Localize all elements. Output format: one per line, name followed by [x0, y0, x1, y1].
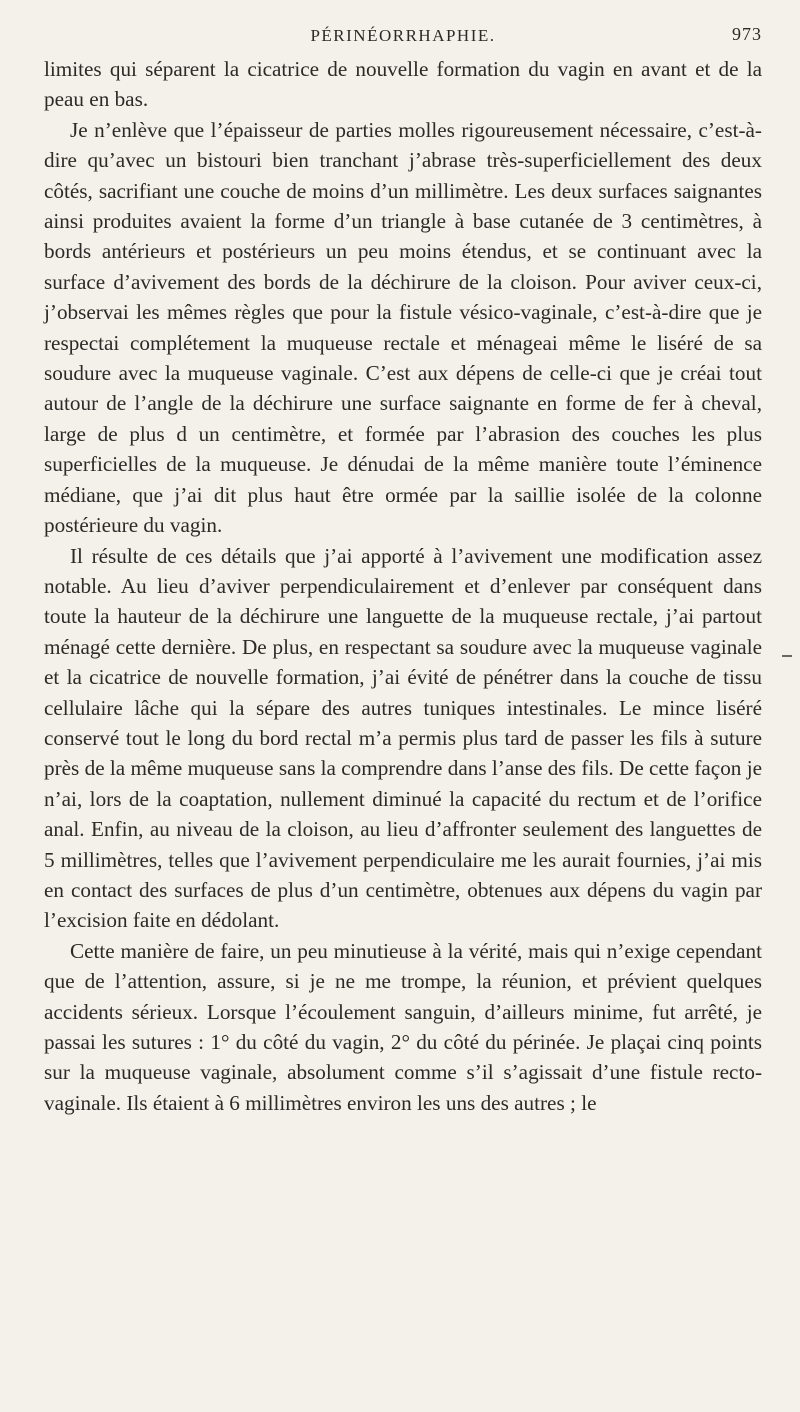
running-title: PÉRINÉORRHAPHIE. [310, 26, 496, 45]
paragraph-avivement: Je n’enlève que l’épaisseur de parties molles rigoureusement nécessaire, c’est-à-dire qu’avec un bistouri bien tranchant j’abrase très-superficiellement des deux côtés, sacrifiant une couche de moins d’un millimètre. Les deux surfaces saignantes ainsi produites avaient la forme d’un triangle à base cutanée de 3 centimètres, à bords antérieurs et postérieurs un peu moins étendus, et se continuant avec la surface d’avivement des bords de la déchirure de la cloison. Pour aviver ceux-ci, j’observai les mêmes règles que pour la fistule vésico-vaginale, c’est-à-dire que je respectai complétement la muqueuse rectale et ménageai même le liséré de sa soudure avec la muqueuse vaginale. C’est aux dépens de celle-ci que je créai tout autour de l’angle de la déchirure une surface saignante en forme de fer à cheval, large de plus d un centimètre, et formée par l’abrasion des couches les plus superficielles de la muqueuse. Je dénudai de la même manière toute l’éminence médiane, que j’ai dit plus haut être ormée par la saillie isolée de la colonne postérieure du vagin. [44, 117, 762, 538]
paragraph-modification: Il résulte de ces détails que j’ai apporté à l’avivement une modification assez notable. Au lieu d’aviver perpendiculairement et d’enlever par conséquent dans toute la hauteur de la déchirure une languette de la muqueuse rectale, j’ai partout ménagé cette dernière. De plus, en respectant sa soudure avec la muqueuse vaginale et la cicatrice de nouvelle formation, j’ai évité de pénétrer dans la couche de tissu cellulaire lâche qui la sépare des autres tuniques intestinales. Le mince liséré conservé tout le long du bord rectal m’a permis plus tard de passer les fils à suture près de la même muqueuse sans la comprendre dans l’anse des fils. De cette façon je n’ai, lors de la coaptation, nullement diminué la capacité du rectum et de l’orifice anal. Enfin, au niveau de la cloison, au lieu d’affronter seulement des languettes de 5 millimètres, telles que l’avivement perpendiculaire me les aurait fournies, j’ai mis en contact des surfaces de plus d’un centimètre, obtenues aux dépens du vagin par l’excision faite en dédolant. [44, 543, 762, 933]
paragraph-sutures: Cette manière de faire, un peu minutieuse à la vérité, mais qui n’exige cependant que de l’attention, assure, si je ne me trompe, la réunion, et prévient quelques accidents sérieux. Lorsque l’écoulement sanguin, d’ailleurs minime, fut arrêté, je passai les sutures : 1° du côté du vagin, 2° du côté du périnée. Je plaçai cinq points sur la muqueuse vaginale, absolument comme s’il s’agissait d’une fistule recto-vaginale. Ils étaient à 6 millimètres environ les uns des autres ; le [44, 938, 762, 1115]
running-head [44, 18, 762, 48]
paragraph-continuation: limites qui séparent la cicatrice de nouvelle formation du vagin en avant et de la peau en bas. [44, 57, 762, 112]
body-text [44, 54, 762, 1118]
margin-mark [782, 655, 792, 657]
page-number: 973 [732, 24, 762, 44]
